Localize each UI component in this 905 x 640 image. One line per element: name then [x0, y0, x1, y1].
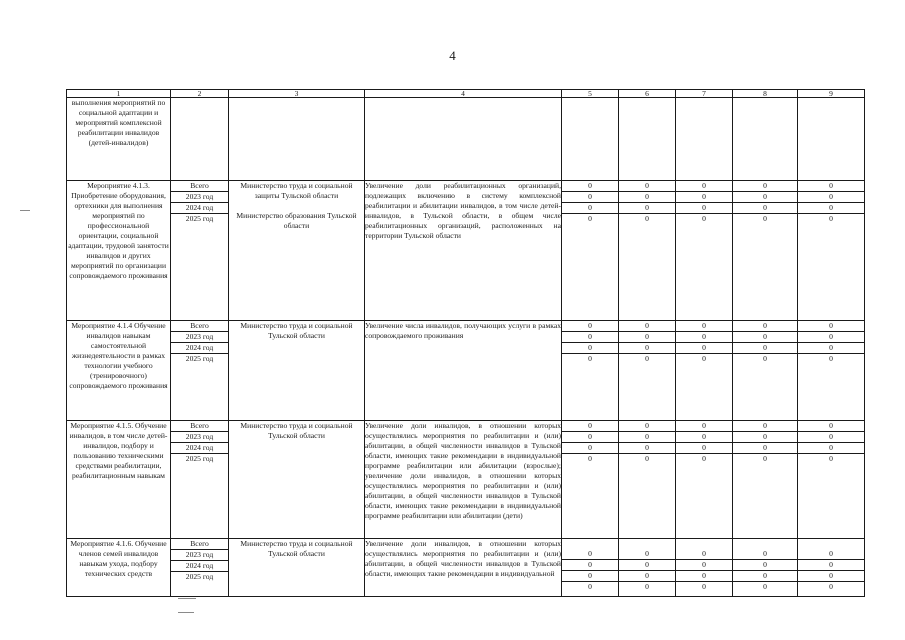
activity-name: Мероприятие 4.1.6. Обучение членов семей инвалидов навыкам ухода, подбору технических средств — [67, 539, 171, 597]
executor: Министерство труда и социальной Тульской области — [229, 321, 365, 421]
value-cell — [676, 539, 733, 597]
value: 0 — [798, 560, 864, 571]
value: 0 — [829, 582, 833, 591]
value: 0 — [763, 214, 767, 223]
value: 0 — [702, 354, 706, 363]
years-cell — [171, 181, 229, 321]
value: 0 — [676, 549, 732, 560]
value-cell — [619, 421, 676, 539]
years-cell — [171, 421, 229, 539]
value: 0 — [676, 571, 732, 582]
year-label: 2025 год — [185, 454, 214, 463]
year-label: 2023 год — [171, 192, 228, 203]
value: 0 — [733, 560, 797, 571]
year-label: 2025 год — [185, 572, 214, 581]
executor: Министерство труда и социальной Тульской области — [229, 421, 365, 539]
empty-cell — [365, 98, 562, 181]
year-label: 2023 год — [171, 550, 228, 561]
scan-mark — [178, 598, 196, 599]
empty-cell — [562, 98, 619, 181]
activity-name: Мероприятие 4.1.5. Обучение инвалидов, в том числе детей-инвалидов, подбору и пользованию техническими средствами реабилитации, реабилитационным навыкам — [67, 421, 171, 539]
value-cell — [619, 539, 676, 597]
value: 0 — [733, 421, 797, 432]
year-label: 2024 год — [171, 203, 228, 214]
value: 0 — [619, 571, 675, 582]
year-label: Всего — [171, 421, 228, 432]
value-cell — [562, 321, 619, 421]
value-cell — [619, 181, 676, 321]
value: 0 — [829, 354, 833, 363]
value: 0 — [763, 582, 767, 591]
value: 0 — [562, 203, 618, 214]
value: 0 — [676, 443, 732, 454]
value: 0 — [676, 332, 732, 343]
value: 0 — [562, 192, 618, 203]
value: 0 — [562, 181, 618, 192]
value: 0 — [798, 571, 864, 582]
value: 0 — [562, 443, 618, 454]
value: 0 — [733, 192, 797, 203]
value-cell — [733, 421, 798, 539]
value: 0 — [562, 571, 618, 582]
value: 0 — [798, 443, 864, 454]
value: 0 — [733, 332, 797, 343]
value-cell — [562, 181, 619, 321]
header-cell: 9 — [798, 90, 865, 98]
value-cell — [798, 181, 865, 321]
table-row — [67, 98, 865, 181]
value-cell — [676, 421, 733, 539]
value: 0 — [798, 549, 864, 560]
value: 0 — [829, 454, 833, 463]
value: 0 — [562, 321, 618, 332]
value: 0 — [676, 321, 732, 332]
empty-cell — [733, 98, 798, 181]
value: 0 — [645, 454, 649, 463]
expected-result: Увеличение доли инвалидов, в отношении которых осуществлялись мероприятия по реабилитации и (или) абилитации, в общей численности инвалидов в Тульской области, имеющих такие рекомендации в индивидуальной программе реабилитации или абилитации (взрослые); увеличение доли инвалидов, в отношении которых осуществлялись мероприятия по реабилитации и (или) абилитации, в общей численности инвалидов в Тульской области, имеющих такие рекомендации в индивидуальной программе реабилитации или абилитации (дети) — [365, 421, 562, 539]
value-cell — [798, 421, 865, 539]
header-cell: 2 — [171, 90, 229, 98]
value: 0 — [676, 203, 732, 214]
value: 0 — [763, 454, 767, 463]
value: 0 — [702, 214, 706, 223]
table-row — [67, 321, 865, 421]
value: 0 — [798, 321, 864, 332]
value: 0 — [645, 214, 649, 223]
value: 0 — [588, 454, 592, 463]
value: 0 — [798, 332, 864, 343]
value-cell — [619, 321, 676, 421]
value: 0 — [619, 321, 675, 332]
value: 0 — [798, 181, 864, 192]
value: 0 — [676, 181, 732, 192]
value: 0 — [619, 549, 675, 560]
value: 0 — [798, 343, 864, 354]
scan-mark — [20, 210, 30, 211]
value: 0 — [562, 421, 618, 432]
value: 0 — [733, 549, 797, 560]
value: 0 — [763, 354, 767, 363]
table-row — [67, 539, 865, 597]
value: 0 — [733, 443, 797, 454]
table-row — [67, 181, 865, 321]
empty-cell — [798, 98, 865, 181]
year-label: 2024 год — [171, 561, 228, 572]
value: 0 — [619, 181, 675, 192]
value: 0 — [619, 343, 675, 354]
value: 0 — [733, 203, 797, 214]
value: 0 — [702, 454, 706, 463]
header-cell: 7 — [676, 90, 733, 98]
executor: Министерство труда и социальной защиты Тульской области — [240, 181, 353, 200]
value: 0 — [588, 582, 592, 591]
year-label: Всего — [171, 321, 228, 332]
value: 0 — [588, 354, 592, 363]
value: 0 — [562, 432, 618, 443]
value-cell — [562, 421, 619, 539]
year-label: 2024 год — [171, 343, 228, 354]
years-cell — [171, 539, 229, 597]
value: 0 — [733, 432, 797, 443]
value: 0 — [702, 582, 706, 591]
header-cell: 4 — [365, 90, 562, 98]
header-cell: 1 — [67, 90, 171, 98]
value-cell — [798, 539, 865, 597]
expected-result: Увеличение доли инвалидов, в отношении которых осуществлялись мероприятия по реабилитации и (или) абилитации, в общей численности инвалидов в Тульской области, имеющих такие рекомендации в индивидуальной — [365, 539, 562, 597]
activity-name: выполнения мероприятий по социальной адаптации и мероприятий комплексной реабилитации инвалидов (детей-инвалидов) — [67, 98, 171, 181]
value: 0 — [562, 549, 618, 560]
activity-name: Мероприятие 4.1.3. Приобретение оборудования, ортехники для выполнения мероприятий по профессиональной ориентации, социальной адаптации, трудовой занятости инвалидов и других мероприятий по организации сопровождаемого проживания — [67, 181, 171, 321]
activities-table — [66, 89, 865, 597]
empty-cell — [676, 98, 733, 181]
value: 0 — [645, 582, 649, 591]
year-label: 2023 год — [171, 332, 228, 343]
value: 0 — [645, 354, 649, 363]
year-label: 2024 год — [171, 443, 228, 454]
value: 0 — [733, 343, 797, 354]
value-cell — [733, 181, 798, 321]
scan-mark — [178, 612, 194, 613]
value: 0 — [619, 432, 675, 443]
value: 0 — [619, 332, 675, 343]
activity-name: Мероприятие 4.1.4 Обучение инвалидов навыкам самостоятельной жизнедеятельности в рамках технологии учебного (тренировочного) сопровождаемого проживания — [67, 321, 171, 421]
value: 0 — [588, 214, 592, 223]
value-cell — [798, 321, 865, 421]
value: 0 — [798, 432, 864, 443]
years-cell — [171, 321, 229, 421]
value-cell — [562, 539, 619, 597]
empty-cell — [229, 98, 365, 181]
table-row — [67, 421, 865, 539]
value: 0 — [619, 443, 675, 454]
year-label: 2025 год — [185, 354, 214, 363]
value: 0 — [676, 192, 732, 203]
value: 0 — [562, 332, 618, 343]
value: 0 — [733, 571, 797, 582]
value: 0 — [562, 560, 618, 571]
value: 0 — [829, 214, 833, 223]
value: 0 — [676, 343, 732, 354]
value: 0 — [562, 343, 618, 354]
value: 0 — [619, 421, 675, 432]
value: 0 — [798, 192, 864, 203]
year-label: 2025 год — [185, 214, 214, 223]
empty-cell — [171, 98, 229, 181]
value: 0 — [619, 203, 675, 214]
header-cell: 6 — [619, 90, 676, 98]
value: 0 — [619, 192, 675, 203]
value: 0 — [676, 421, 732, 432]
header-cell: 3 — [229, 90, 365, 98]
value-cell — [676, 321, 733, 421]
page-number: 4 — [449, 48, 456, 63]
value: 0 — [733, 181, 797, 192]
year-label: 2023 год — [171, 432, 228, 443]
header-cell: 8 — [733, 90, 798, 98]
value: 0 — [619, 560, 675, 571]
empty-cell — [619, 98, 676, 181]
expected-result: Увеличение числа инвалидов, получающих услуги в рамках сопровождаемого проживания — [365, 321, 562, 421]
value: 0 — [676, 560, 732, 571]
value: 0 — [798, 421, 864, 432]
executor-cell — [229, 181, 365, 321]
executor: Министерство труда и социальной Тульской области — [229, 539, 365, 597]
year-label: Всего — [171, 539, 228, 550]
value: 0 — [798, 203, 864, 214]
header-cell: 5 — [562, 90, 619, 98]
executor-secondary: Министерство образования Тульской области — [236, 211, 357, 230]
expected-result: Увеличение доли реабилитационных организаций, подлежащих включению в систему комплексной реабилитации и абилитации инвалидов, в том числе детей-инвалидов, в Тульской области, в общем числе реабилитационных организаций, расположенных на территории Тульской области — [365, 181, 562, 321]
value-cell — [676, 181, 733, 321]
value-cell — [733, 321, 798, 421]
value-cell — [733, 539, 798, 597]
header-row — [67, 90, 865, 98]
value: 0 — [676, 432, 732, 443]
value: 0 — [733, 321, 797, 332]
year-label: Всего — [171, 181, 228, 192]
